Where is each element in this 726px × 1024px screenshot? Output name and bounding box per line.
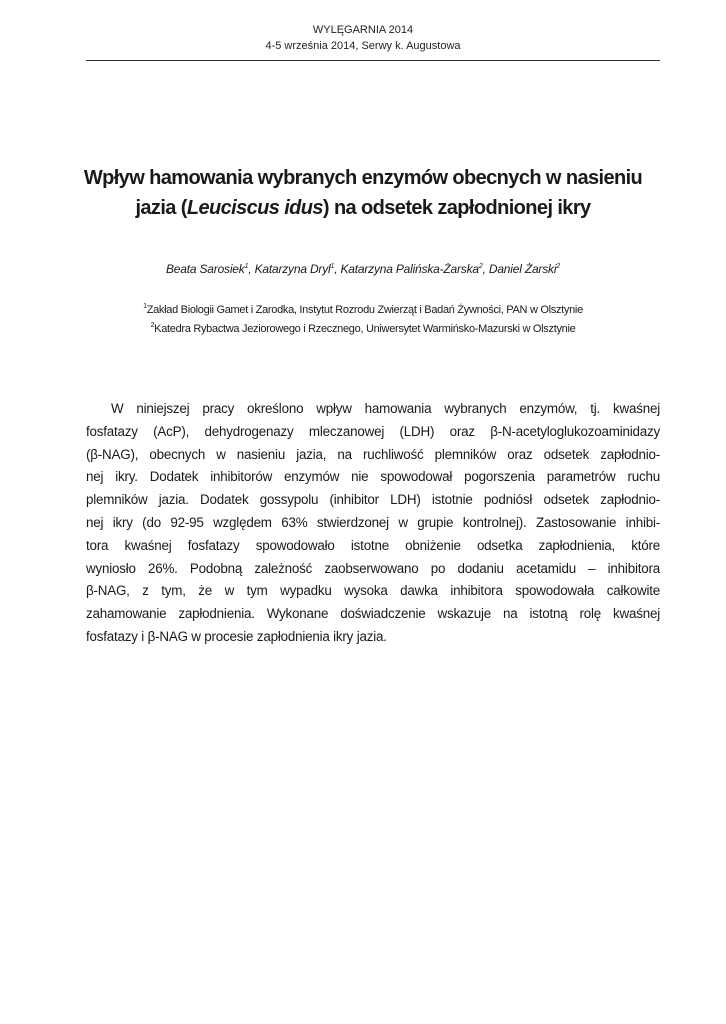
paper-title: [60, 163, 666, 223]
author-separator: ,: [482, 262, 489, 276]
affiliations: [60, 301, 666, 339]
author-separator: ,: [248, 262, 255, 276]
author-name: Daniel Żarski: [488, 262, 557, 276]
abstract-line: fosfatazy i β-NAG w procesie zapłodnienia ikry jazia.: [86, 628, 387, 644]
title-text: ) na odsetek zapłodnionej ikry: [322, 197, 591, 219]
affiliation-marker: 2: [556, 263, 560, 270]
title-line-2: [60, 193, 666, 223]
author-name: Katarzyna Dryl: [254, 262, 331, 276]
affiliation-marker: 2: [478, 263, 483, 270]
affiliation-text: Zakład Biologii Gamet i Zarodka, Instytut Rozrodu Zwierząt i Badań Żywności, PAN w Olsztynie: [146, 304, 583, 316]
affiliation-marker: 2: [150, 322, 155, 329]
title-text: jazia (: [135, 197, 187, 219]
author-separator: ,: [334, 262, 341, 276]
affiliation-marker: 1: [143, 303, 147, 310]
affiliation-marker: 1: [244, 263, 249, 270]
running-header: [0, 22, 726, 54]
species-name: Leuciscus idus: [186, 197, 323, 219]
affiliation-marker: 1: [330, 263, 335, 270]
abstract-line: zahamowanie zapłodnienia. Wykonane doświadczenie wskazuje na istotną rolę kwaśnej: [86, 606, 660, 622]
author-name: Beata Sarosiek: [166, 262, 245, 276]
abstract-line: (β-NAG), obecnych w nasieniu jazia, na ruchliwość plemników oraz odsetek zapłodnio-: [86, 446, 660, 462]
abstract-line: nej ikry (do 92-95 względem 63% stwierdzonej w grupie kontrolnej). Zastosowanie inhibi-: [86, 514, 660, 530]
author-list: [60, 260, 666, 278]
abstract-line: fosfatazy (AcP), dehydrogenazy mleczanowej (LDH) oraz β-N-acetyloglukozoaminidazy: [86, 423, 660, 439]
abstract: [86, 398, 660, 649]
affiliation: [60, 320, 666, 339]
author-name: Katarzyna Palińska-Żarska: [340, 262, 479, 276]
abstract-line: plemników jazia. Dodatek gossypolu (inhibitor LDH) istotnie podniósł odsetek zapłodnio-: [86, 492, 660, 508]
abstract-line: β-NAG, z tym, że w tym wypadku wysoka dawka inhibitora spowodowała całkowite: [86, 583, 660, 599]
conference-date-place: 4-5 września 2014, Serwy k. Augustowa: [265, 40, 461, 52]
abstract-line: wyniosło 26%. Podobną zależność zaobserwowano po dodaniu acetamidu – inhibitora: [86, 560, 660, 576]
affiliation-text: Katedra Rybactwa Jeziorowego i Rzecznego, Uniwersytet Warmińsko-Mazurski w Olsztynie: [154, 323, 576, 335]
affiliation: [60, 301, 666, 320]
abstract-line: tora kwaśnej fosfatazy spowodowało istotne obniżenie odsetka zapłodnienia, które: [86, 537, 660, 553]
abstract-line: W niniejszej pracy określono wpływ hamowania wybranych enzymów, tj. kwaśnej: [111, 401, 660, 416]
conference-name: WYLĘGARNIA 2014: [312, 24, 414, 36]
header-divider: [86, 60, 660, 61]
title-line-1: Wpływ hamowania wybranych enzymów obecnych w nasieniu: [83, 167, 643, 189]
abstract-line: nej ikry. Dodatek inhibitorów enzymów nie spowodował pogorszenia parametrów ruchu: [86, 469, 660, 485]
